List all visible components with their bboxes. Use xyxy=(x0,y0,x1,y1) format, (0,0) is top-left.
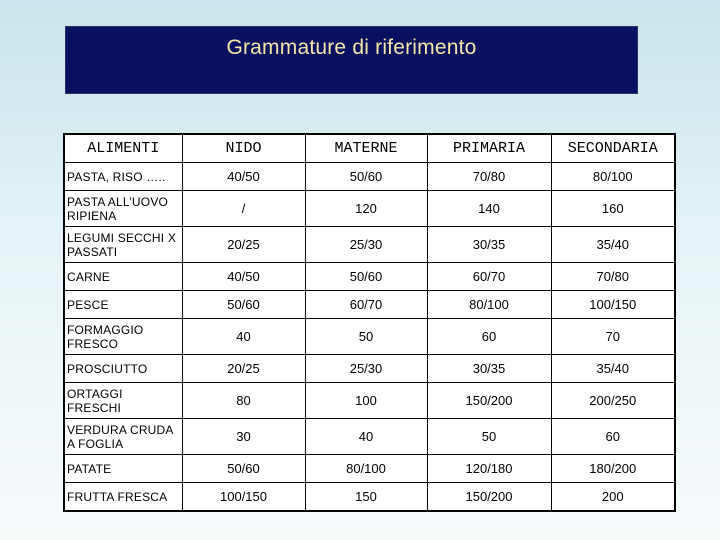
cell-primaria: 120/180 xyxy=(427,455,551,483)
cell-primaria: 80/100 xyxy=(427,291,551,319)
cell-primaria: 150/200 xyxy=(427,383,551,419)
cell-nido: 80 xyxy=(182,383,305,419)
cell-materne: 120 xyxy=(305,191,427,227)
table-row xyxy=(64,419,675,455)
cell-secondaria: 200/250 xyxy=(551,383,675,419)
cell-secondaria: 80/100 xyxy=(551,163,675,191)
cell-secondaria: 180/200 xyxy=(551,455,675,483)
cell-materne: 100 xyxy=(305,383,427,419)
table-row xyxy=(64,291,675,319)
cell-materne: 25/30 xyxy=(305,355,427,383)
table-row xyxy=(64,483,675,512)
cell-secondaria: 60 xyxy=(551,419,675,455)
food-name: FRUTTA FRESCA xyxy=(64,483,182,512)
cell-nido: 40/50 xyxy=(182,263,305,291)
food-name: PATATE xyxy=(64,455,182,483)
cell-nido: 100/150 xyxy=(182,483,305,512)
cell-secondaria: 160 xyxy=(551,191,675,227)
cell-nido: 30 xyxy=(182,419,305,455)
table-header-row xyxy=(64,134,675,163)
cell-secondaria: 35/40 xyxy=(551,355,675,383)
food-name: PASTA, RISO ….. xyxy=(64,163,182,191)
cell-materne: 50/60 xyxy=(305,263,427,291)
cell-materne: 40 xyxy=(305,419,427,455)
cell-primaria: 30/35 xyxy=(427,227,551,263)
cell-nido: 40 xyxy=(182,319,305,355)
cell-secondaria: 70/80 xyxy=(551,263,675,291)
food-name: PESCE xyxy=(64,291,182,319)
cell-primaria: 150/200 xyxy=(427,483,551,512)
table-row xyxy=(64,191,675,227)
cell-secondaria: 70 xyxy=(551,319,675,355)
cell-materne: 150 xyxy=(305,483,427,512)
table-row xyxy=(64,355,675,383)
cell-materne: 60/70 xyxy=(305,291,427,319)
table-row xyxy=(64,163,675,191)
cell-primaria: 70/80 xyxy=(427,163,551,191)
page-title: Grammature di riferimento xyxy=(226,36,477,59)
header-materne: MATERNE xyxy=(305,134,427,163)
cell-primaria: 140 xyxy=(427,191,551,227)
food-name: ORTAGGI FRESCHI xyxy=(64,383,182,419)
portion-table xyxy=(63,133,676,512)
cell-nido: 20/25 xyxy=(182,355,305,383)
food-name: PROSCIUTTO xyxy=(64,355,182,383)
header-secondaria: SECONDARIA xyxy=(551,134,675,163)
header-alimenti: ALIMENTI xyxy=(64,134,182,163)
food-name: LEGUMI SECCHI X PASSATI xyxy=(64,227,182,263)
cell-materne: 25/30 xyxy=(305,227,427,263)
title-banner xyxy=(65,26,638,94)
food-name: VERDURA CRUDA A FOGLIA xyxy=(64,419,182,455)
cell-materne: 80/100 xyxy=(305,455,427,483)
cell-nido: 40/50 xyxy=(182,163,305,191)
cell-nido: / xyxy=(182,191,305,227)
table-row xyxy=(64,227,675,263)
cell-secondaria: 35/40 xyxy=(551,227,675,263)
table-row xyxy=(64,383,675,419)
cell-secondaria: 200 xyxy=(551,483,675,512)
header-primaria: PRIMARIA xyxy=(427,134,551,163)
food-name: CARNE xyxy=(64,263,182,291)
cell-nido: 20/25 xyxy=(182,227,305,263)
food-name: PASTA ALL’UOVO RIPIENA xyxy=(64,191,182,227)
cell-primaria: 60 xyxy=(427,319,551,355)
cell-nido: 50/60 xyxy=(182,291,305,319)
cell-materne: 50 xyxy=(305,319,427,355)
cell-primaria: 30/35 xyxy=(427,355,551,383)
cell-primaria: 50 xyxy=(427,419,551,455)
header-nido: NIDO xyxy=(182,134,305,163)
table-row xyxy=(64,455,675,483)
cell-secondaria: 100/150 xyxy=(551,291,675,319)
table-row xyxy=(64,263,675,291)
cell-nido: 50/60 xyxy=(182,455,305,483)
cell-materne: 50/60 xyxy=(305,163,427,191)
table-row xyxy=(64,319,675,355)
cell-primaria: 60/70 xyxy=(427,263,551,291)
food-name: FORMAGGIO FRESCO xyxy=(64,319,182,355)
